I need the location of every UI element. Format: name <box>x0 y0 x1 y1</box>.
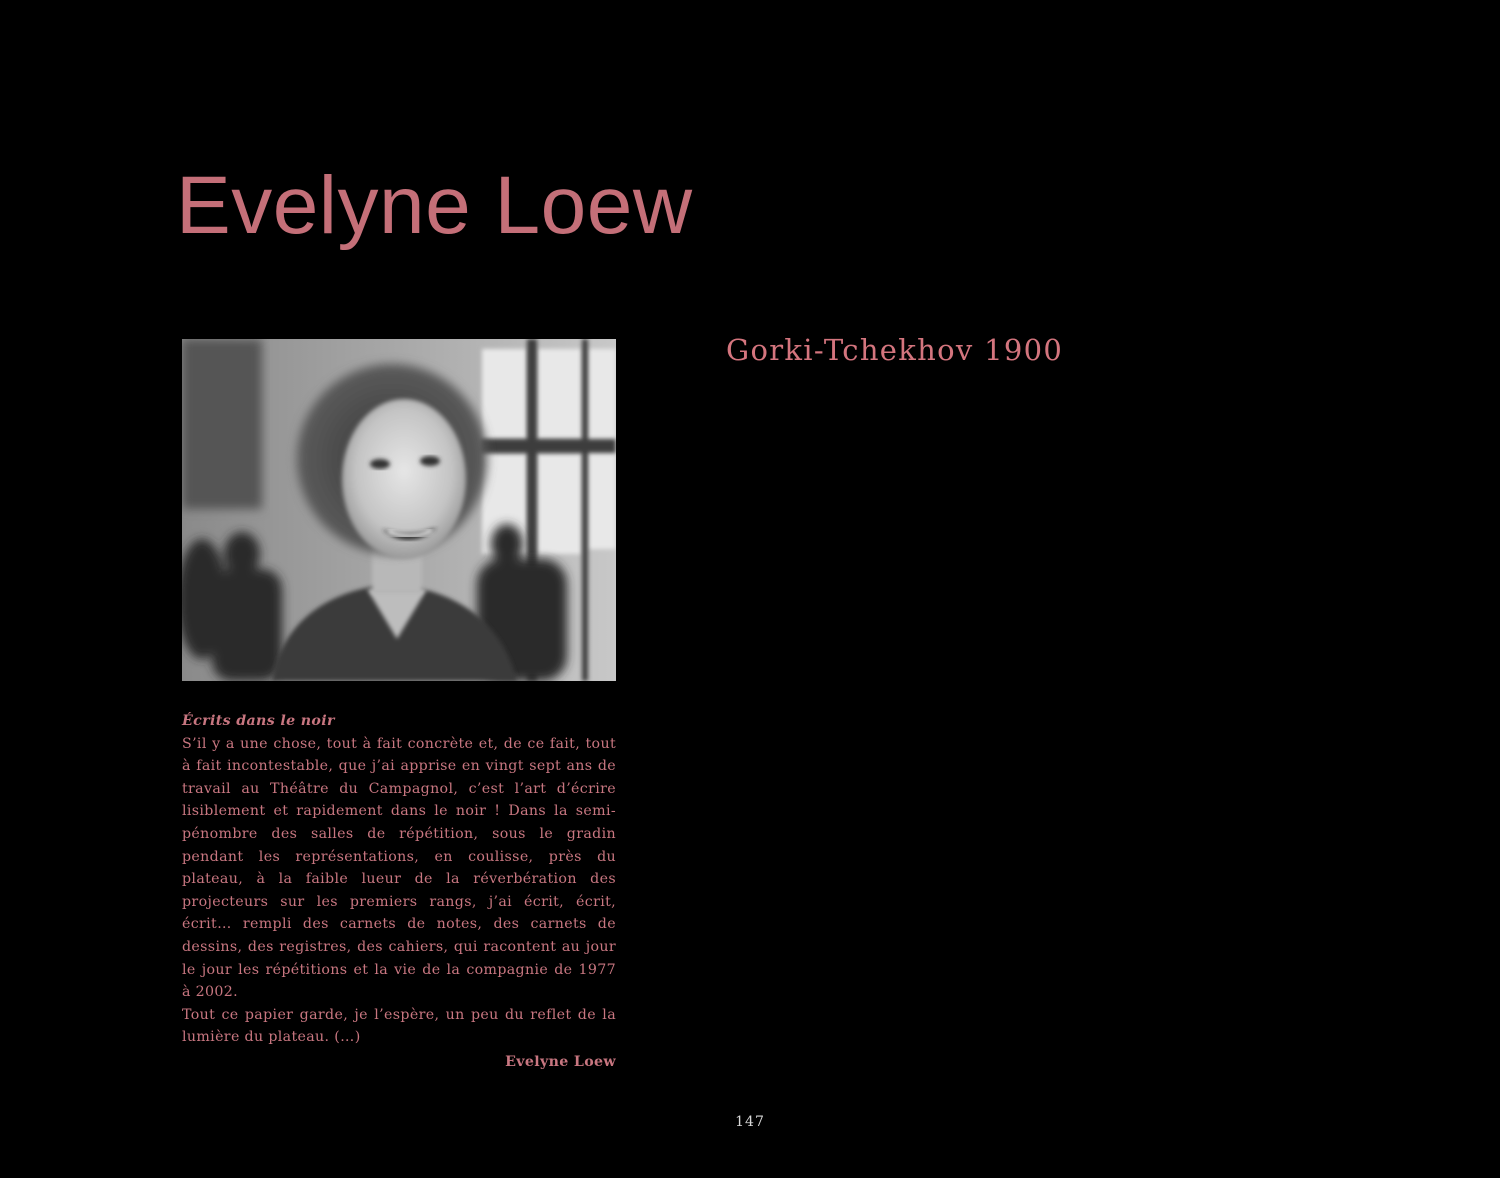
article-paragraph-1: S’il y a une chose, tout à fait concrète et, de ce fait, tout à fait incontestable, que j’ai apprise en vingt sept ans de travail au Théâtre du Campagnol, c’est l’art d’écrire lisiblement et rapidement dans le noir ! Dans la semi-pénombre des salles de répétition, sous le gradin pendant les représentations, en coulisse, près du plateau, à la faible lueur de la réverbération des projecteurs sur les premiers rangs, j’ai écrit, écrit, écrit… rempli des carnets de notes, des carnets de dessins, des registres, des cahiers, qui racontent au jour le jour les répétitions et la vie de la compagnie de 1977 à 2002. <box>182 735 616 1001</box>
page-title: Evelyne Loew <box>176 160 693 251</box>
portrait-photo <box>182 339 616 681</box>
page-number: 147 <box>735 1114 765 1130</box>
article-signature: Evelyne Loew <box>505 1053 616 1070</box>
portrait-photo-image <box>182 339 616 681</box>
article-text <box>182 710 616 1074</box>
section-title: Gorki-Tchekhov 1900 <box>726 333 1064 367</box>
article-paragraph-2: Tout ce papier garde, je l’espère, un peu du reflet de la lumière du plateau. (…) <box>182 1006 616 1046</box>
article-heading: Écrits dans le noir <box>182 713 335 729</box>
